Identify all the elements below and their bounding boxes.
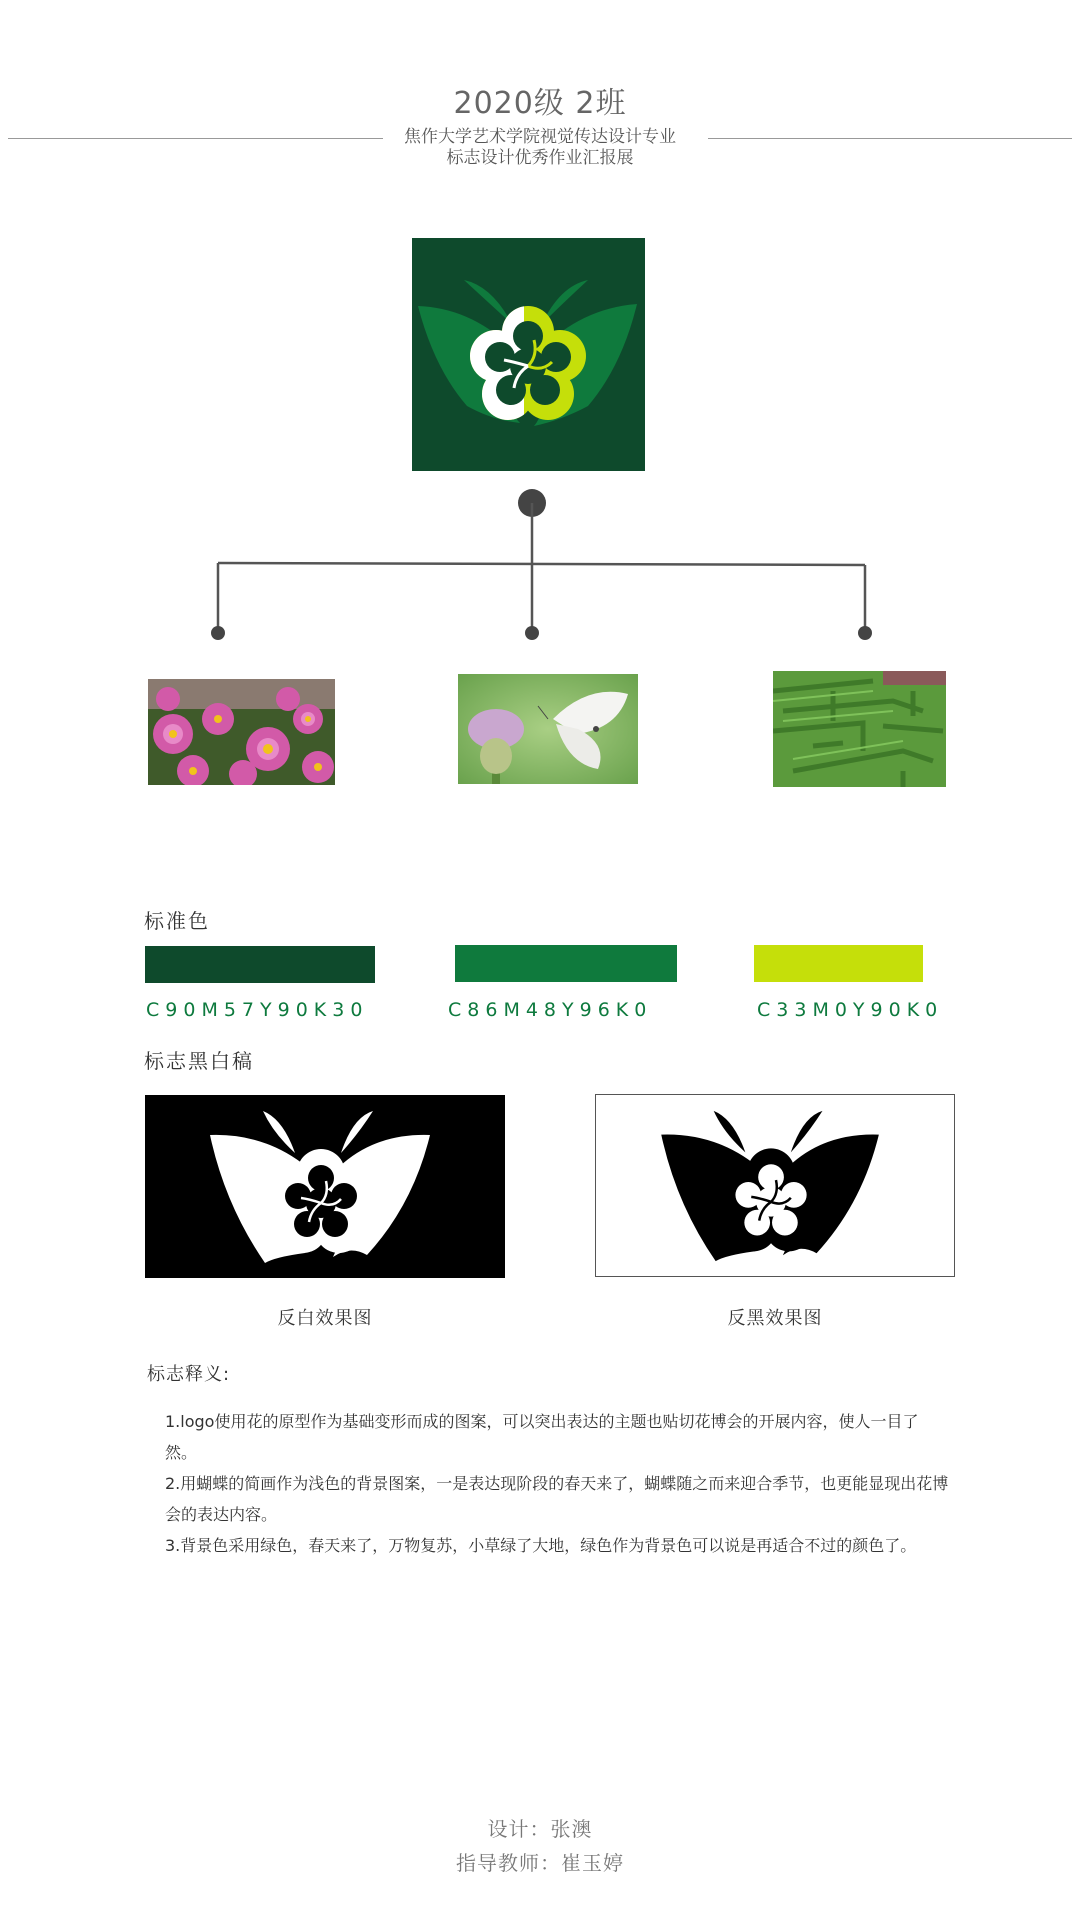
connector-dot-left bbox=[211, 626, 225, 640]
meaning-paragraph-2: 2.用蝴蝶的简画作为浅色的背景图案，一是表达现阶段的春天来了，蝴蝶随之而来迎合季节，也更能显现出花博会的表达内容。 bbox=[165, 1474, 949, 1524]
subtitle-line-1: 焦作大学艺术学院视觉传达设计专业 bbox=[404, 127, 676, 147]
flowers-photo bbox=[148, 679, 335, 785]
white-butterfly-logo-icon bbox=[145, 1095, 505, 1278]
bw-logo-label: 标志黑白稿 bbox=[144, 1049, 254, 1073]
color-swatch-lime bbox=[754, 945, 923, 982]
subtitle-line-2: 标志设计优秀作业汇报展 bbox=[446, 148, 634, 168]
standard-colors-label: 标准色 bbox=[144, 909, 210, 933]
teacher-credit: 指导教师：崔玉婷 bbox=[456, 1851, 624, 1875]
connector-dot-middle bbox=[525, 626, 539, 640]
connector-horizontal-line bbox=[218, 563, 865, 565]
meaning-title: 标志释义: bbox=[147, 1364, 231, 1385]
connector-dot-right bbox=[858, 626, 872, 640]
meaning-text bbox=[165, 1406, 950, 1561]
color-code-1: C90M57Y90K30 bbox=[146, 999, 369, 1021]
color-code-2: C86M48Y96K0 bbox=[448, 999, 653, 1021]
color-code-3: C33M0Y90K0 bbox=[757, 999, 944, 1021]
butterfly-photo bbox=[458, 674, 638, 784]
reverse-white-logo bbox=[145, 1095, 505, 1278]
meaning-paragraph-3: 3.背景色采用绿色，春天来了，万物复苏，小草绿了大地，绿色作为背景色可以说是再适合不过的颜色了。 bbox=[165, 1536, 917, 1555]
reverse-white-caption: 反白效果图 bbox=[277, 1308, 373, 1329]
color-swatch-green bbox=[455, 945, 677, 982]
reverse-black-caption: 反黑效果图 bbox=[727, 1308, 823, 1329]
reverse-black-logo bbox=[595, 1094, 955, 1277]
meaning-paragraph-1: 1.logo使用花的原型作为基础变形而成的图案，可以突出表达的主题也贴切花博会的开展内容，使人一目了然。 bbox=[165, 1412, 919, 1462]
class-title: 2020级 2班 bbox=[453, 86, 627, 121]
black-butterfly-logo-icon bbox=[596, 1095, 954, 1276]
designer-credit: 设计：张澳 bbox=[487, 1817, 593, 1841]
connector-diagram bbox=[0, 0, 1080, 700]
maze-photo bbox=[773, 671, 946, 787]
color-swatch-dark-green bbox=[145, 946, 375, 983]
